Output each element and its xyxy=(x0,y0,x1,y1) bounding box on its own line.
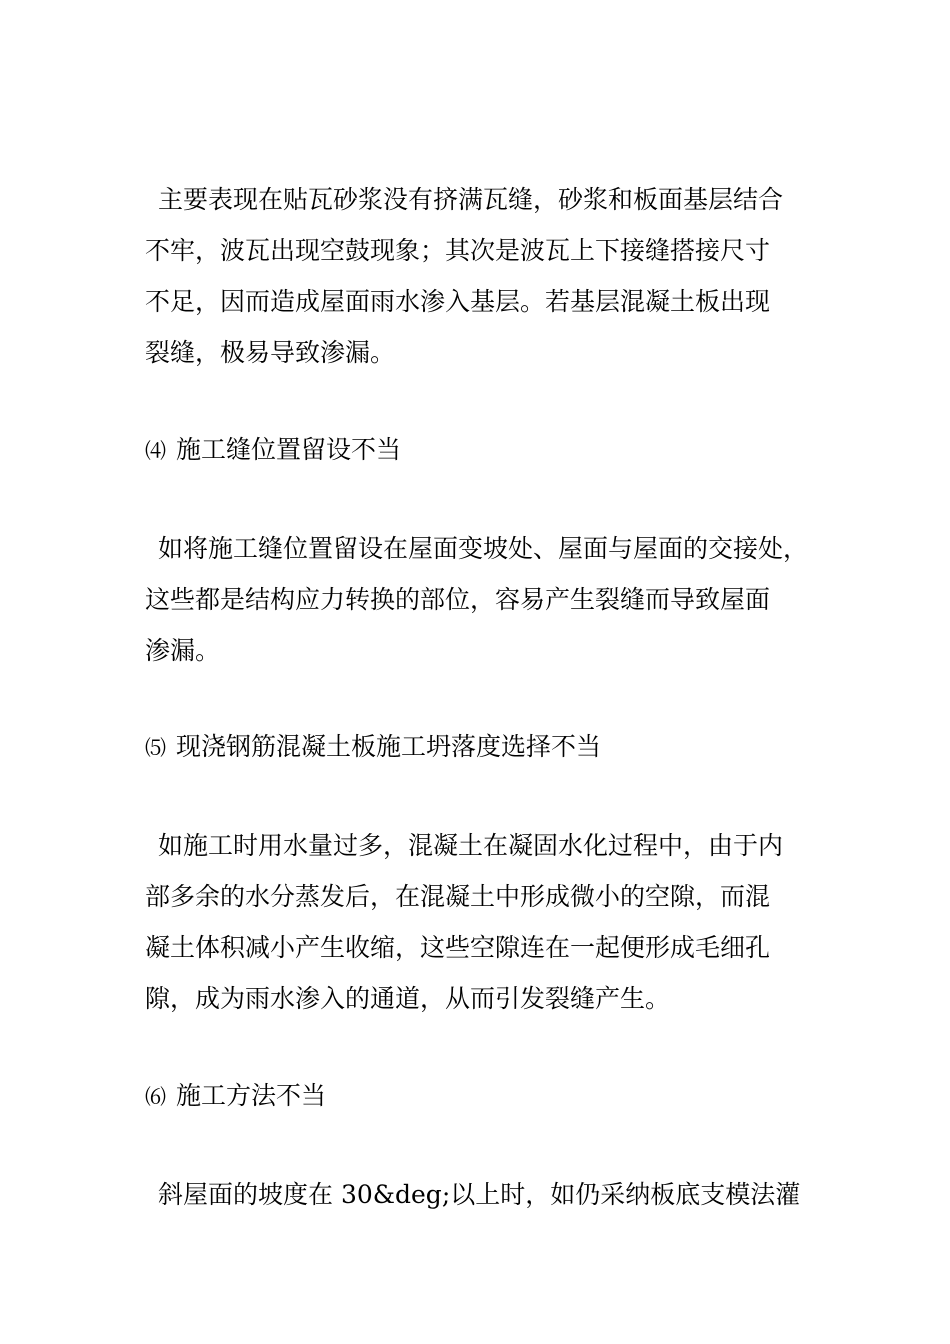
section-heading-5 xyxy=(145,721,601,774)
paragraph-line: 裂缝，极易导致渗漏。 xyxy=(145,338,396,367)
paragraph-construction-joint xyxy=(145,523,825,676)
section-heading-6 xyxy=(145,1070,326,1123)
paragraph-line: 如将施工缝位置留设在屋面变坡处、屋面与屋面的交接处， xyxy=(158,534,809,563)
paragraph-line: 如施工时用水量过多，混凝土在凝固水化过程中，由于内 xyxy=(158,831,784,860)
paragraph-tile-grout-defects xyxy=(145,174,825,378)
section-title: 施工方法不当 xyxy=(176,1081,327,1110)
paragraph-line: 不足，因而造成屋面雨水渗入基层。若基层混凝土板出现 xyxy=(145,287,771,316)
section-number: ⑸ xyxy=(145,736,166,760)
paragraph-construction-method xyxy=(145,1169,825,1220)
section-title: 现浇钢筋混凝土板施工坍落度选择不当 xyxy=(176,732,602,761)
paragraph-line: 斜屋面的坡度在 30&deg;以上时，如仍采纳板底支模法灌 xyxy=(158,1180,801,1209)
section-heading-4 xyxy=(145,424,401,477)
paragraph-line: 不牢，波瓦出现空鼓现象；其次是波瓦上下接缝搭接尺寸 xyxy=(145,236,771,265)
paragraph-line: 部多余的水分蒸发后，在混凝土中形成微小的空隙，而混 xyxy=(145,882,771,911)
paragraph-slump-selection xyxy=(145,820,825,1024)
paragraph-line: 隙，成为雨水渗入的通道，从而引发裂缝产生。 xyxy=(145,984,671,1013)
section-title: 施工缝位置留设不当 xyxy=(176,435,402,464)
section-number: ⑷ xyxy=(145,439,166,463)
paragraph-line: 渗漏。 xyxy=(145,636,221,665)
paragraph-line: 这些都是结构应力转换的部位，容易产生裂缝而导致屋面 xyxy=(145,585,771,614)
paragraph-line: 主要表现在贴瓦砂浆没有挤满瓦缝，砂浆和板面基层结合 xyxy=(158,185,784,214)
section-number: ⑹ xyxy=(145,1085,166,1109)
paragraph-line: 凝土体积减小产生收缩，这些空隙连在一起便形成毛细孔 xyxy=(145,933,771,962)
